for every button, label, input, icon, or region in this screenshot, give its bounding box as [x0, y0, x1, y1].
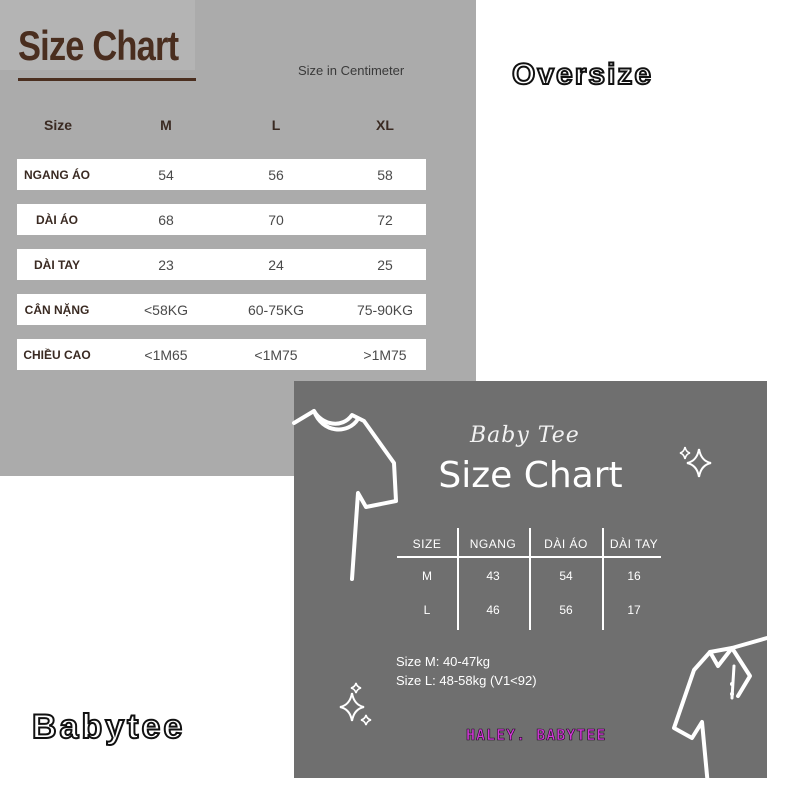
- table-row: [17, 294, 426, 325]
- cell-l: 56: [268, 167, 284, 183]
- sparkle-icon: [336, 683, 376, 733]
- table-row: [17, 339, 426, 370]
- table-divider: [397, 556, 661, 558]
- cell-ngang: 43: [486, 569, 500, 583]
- cell-size: L: [423, 603, 431, 617]
- table-row: [17, 159, 426, 190]
- header-size: SIZE: [412, 537, 442, 551]
- cell-m: 23: [158, 257, 174, 273]
- brand-label: HALEY. BABYTEE: [466, 726, 607, 744]
- cell-size: M: [422, 569, 432, 583]
- table-divider: [529, 528, 531, 630]
- header-l: L: [271, 117, 281, 133]
- row-label: DÀI TAY: [33, 258, 80, 272]
- cell-dai-ao: 54: [559, 569, 573, 583]
- cell-l: 70: [268, 212, 284, 228]
- header-dai-ao: DÀI ÁO: [544, 537, 588, 551]
- row-label: NGANG ÁO: [24, 168, 90, 182]
- cell-xl: 72: [377, 212, 393, 228]
- cell-m: 54: [158, 167, 174, 183]
- cell-dai-ao: 56: [559, 603, 573, 617]
- cell-xl: 25: [377, 257, 393, 273]
- cell-xl: >1M75: [363, 347, 407, 363]
- row-label: CÂN NẶNG: [24, 303, 90, 317]
- cell-ngang: 46: [486, 603, 500, 617]
- unit-note: Size in Centimeter: [298, 63, 405, 78]
- header-m: M: [160, 117, 172, 133]
- table-divider: [457, 528, 459, 630]
- babytee-size-chart: [294, 381, 767, 778]
- cell-m: <1M65: [144, 347, 188, 363]
- row-label: CHIỀU CAO: [23, 348, 91, 362]
- babytee-chart-title: Size Chart: [438, 455, 623, 496]
- size-note: Size M: 40-47kg: [396, 654, 490, 669]
- cell-dai-tay: 16: [627, 569, 641, 583]
- cell-xl: 75-90KG: [356, 302, 414, 318]
- babytee-label: Babytee: [32, 708, 186, 746]
- size-note: Size L: 48-58kg (V1<92): [396, 673, 537, 688]
- oversize-chart-title: Size Chart: [18, 22, 179, 69]
- table-row: [17, 249, 426, 280]
- cell-m: <58KG: [144, 302, 188, 318]
- table-row: [17, 204, 426, 235]
- oversize-label: Oversize: [512, 58, 654, 91]
- title-underline: [18, 78, 196, 81]
- cell-l: 60-75KG: [247, 302, 305, 318]
- cell-l: <1M75: [254, 347, 298, 363]
- cell-xl: 58: [377, 167, 393, 183]
- header-ngang: NGANG: [469, 537, 517, 551]
- cell-dai-tay: 17: [627, 603, 641, 617]
- polo-shirt-icon: [674, 636, 774, 786]
- header-xl: XL: [376, 117, 394, 133]
- cell-m: 68: [158, 212, 174, 228]
- cell-l: 24: [268, 257, 284, 273]
- row-label: DÀI ÁO: [36, 213, 78, 227]
- babytee-script-title: Baby Tee: [470, 423, 580, 448]
- table-divider: [602, 528, 604, 630]
- header-size: Size: [43, 117, 73, 133]
- header-dai-tay: DÀI TAY: [609, 537, 659, 551]
